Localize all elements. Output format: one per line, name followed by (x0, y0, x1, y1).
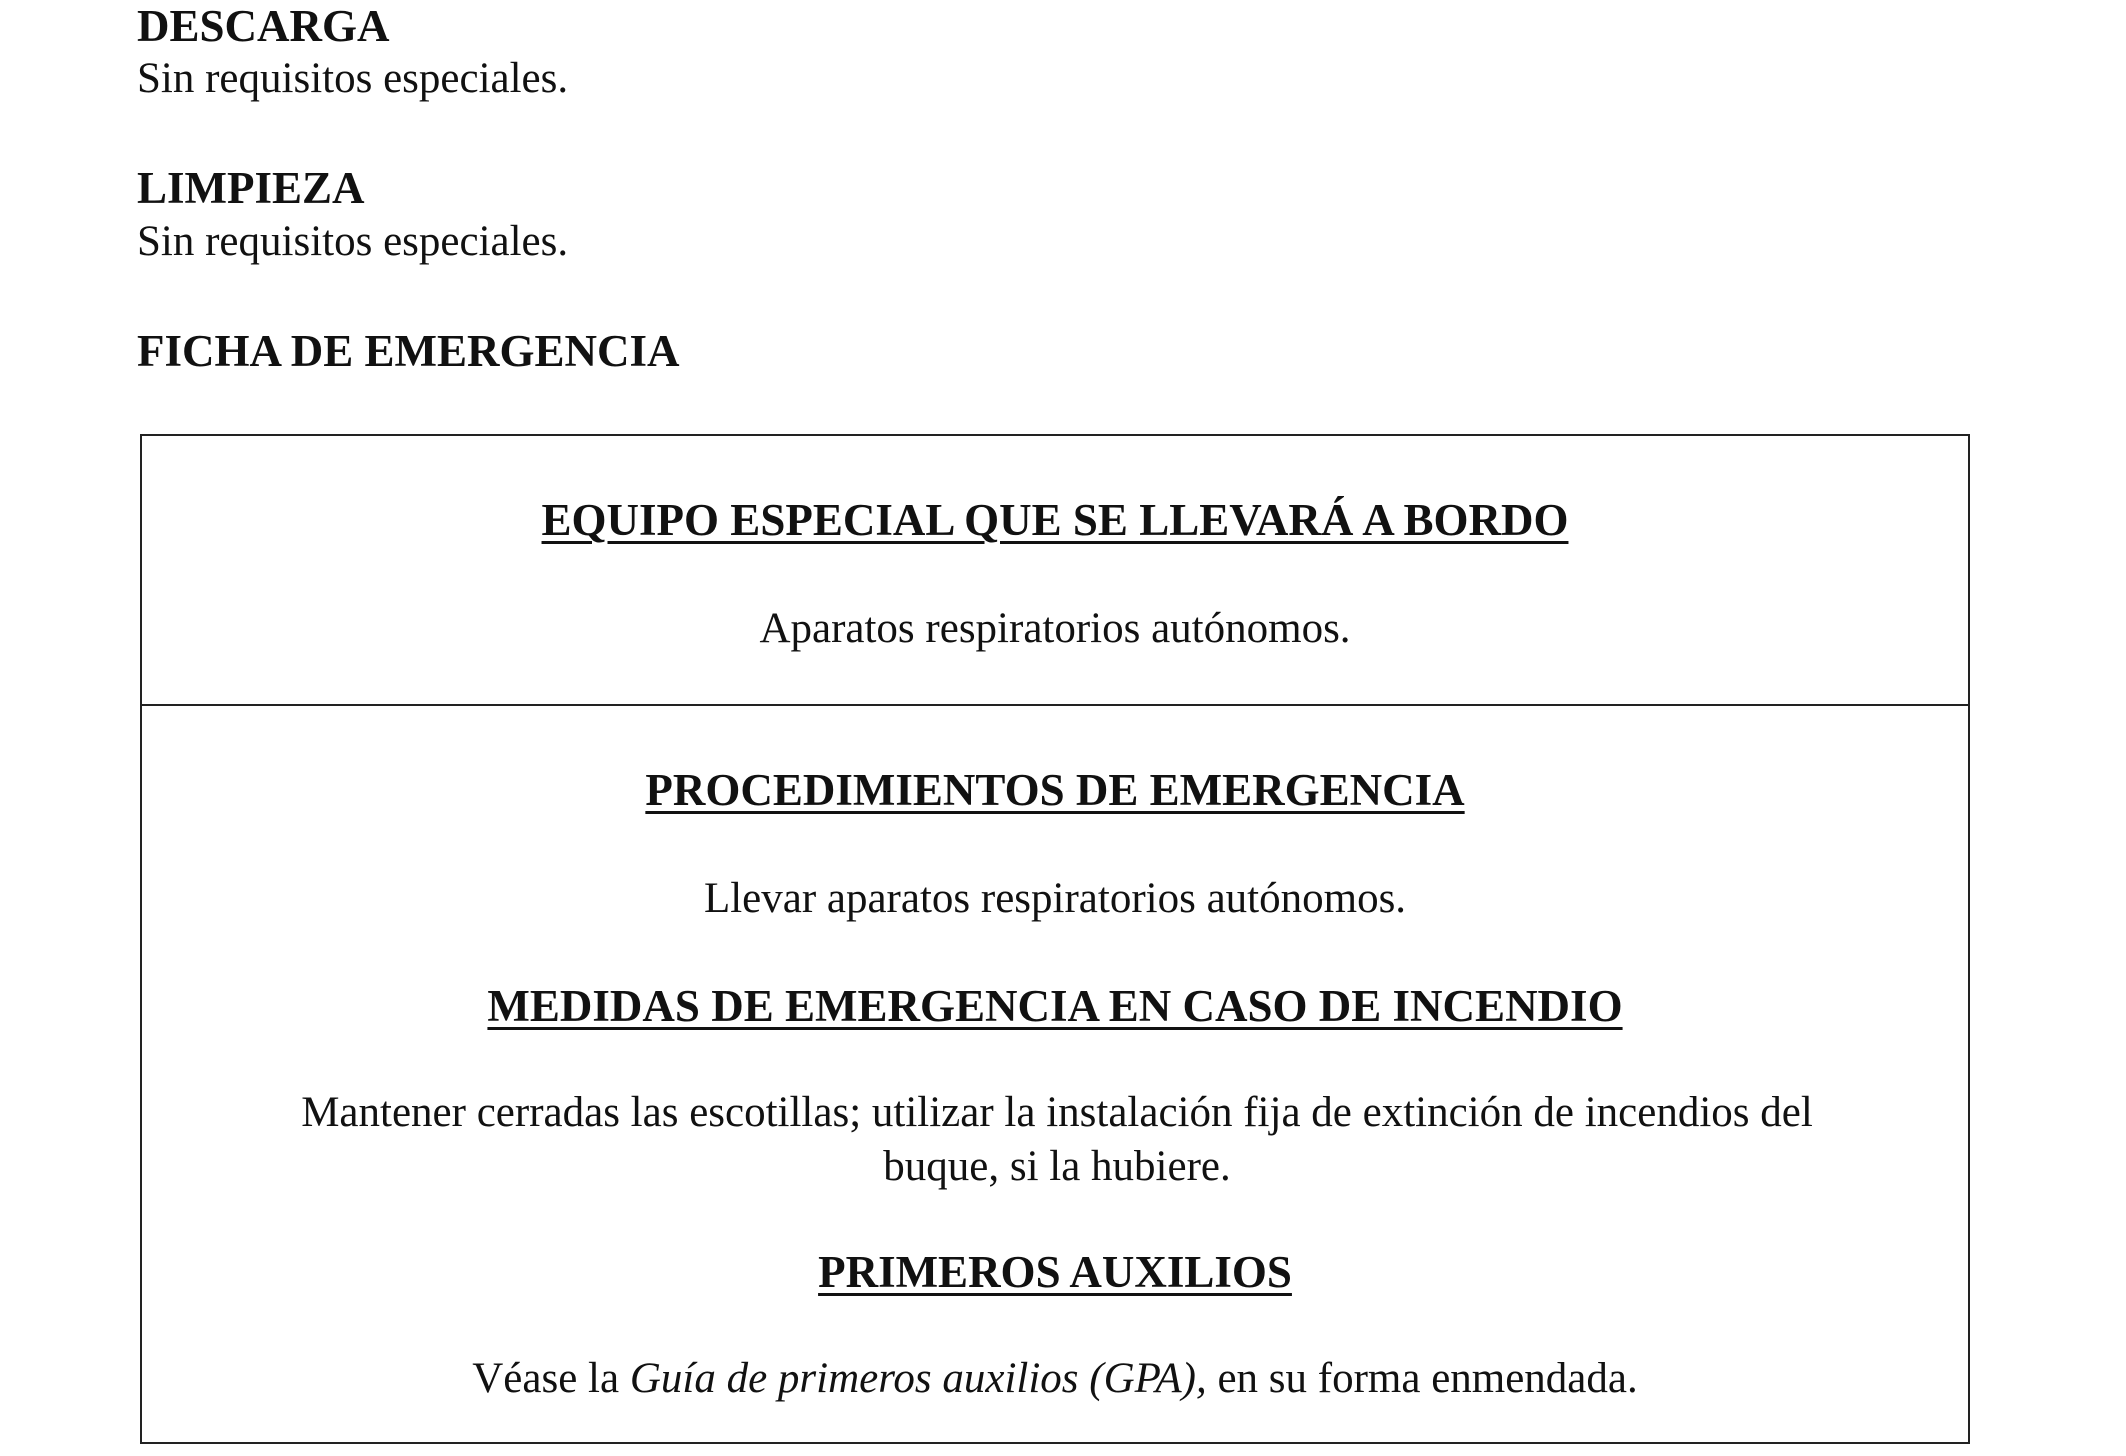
equipo-especial-title: EQUIPO ESPECIAL QUE SE LLEVARÁ A BORDO (541, 495, 1569, 545)
descarga-text: Sin requisitos especiales. (137, 55, 569, 102)
gpa-guide-reference: Guía de primeros auxilios (GPA), (629, 1355, 1207, 1402)
auxilios-text-after: en su forma enmendada. (1206, 1355, 1638, 1402)
incendio-text: Mantener cerradas las escotillas; utilizar la instalación fija de extinción de incendios del buque, si la hubiere. (301, 1089, 1813, 1190)
procedimientos-title: PROCEDIMIENTOS DE EMERGENCIA (645, 765, 1465, 815)
limpieza-heading: LIMPIEZA (137, 163, 365, 213)
descarga-heading: DESCARGA (137, 1, 390, 51)
primeros-auxilios-text (142, 1352, 1968, 1406)
incendio-title: MEDIDAS DE EMERGENCIA EN CASO DE INCENDIO (487, 981, 1623, 1031)
primeros-auxilios-title: PRIMEROS AUXILIOS (818, 1247, 1292, 1297)
ficha-emergencia-heading: FICHA DE EMERGENCIA (137, 326, 680, 376)
emergency-card-box (140, 434, 1970, 1444)
equipo-especial-text: Aparatos respiratorios autónomos. (759, 605, 1351, 652)
auxilios-text-before: Véase la (472, 1355, 630, 1402)
box-divider (142, 704, 1968, 706)
procedimientos-text: Llevar aparatos respiratorios autónomos. (703, 875, 1407, 922)
limpieza-text: Sin requisitos especiales. (137, 218, 569, 265)
